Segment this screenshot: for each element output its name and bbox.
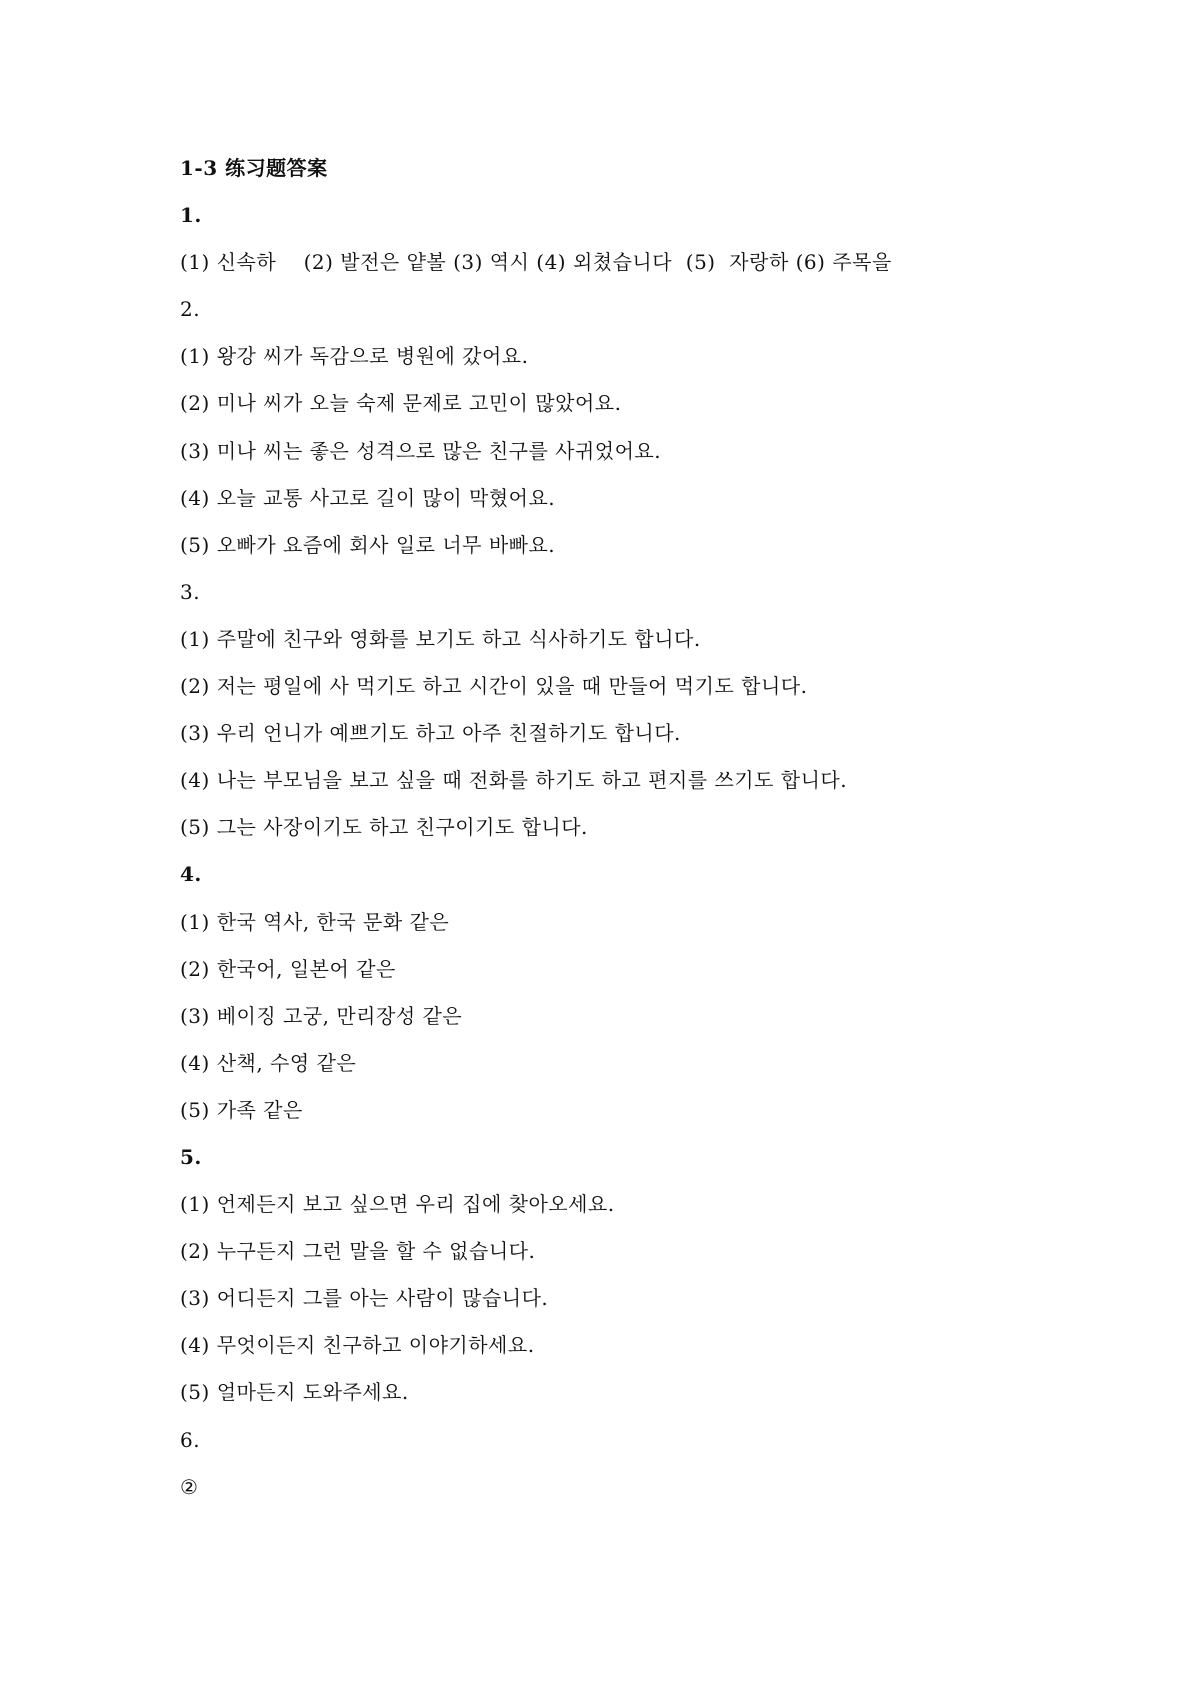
answer-item: (1) 언제든지 보고 싶으면 우리 집에 찾아오세요. xyxy=(180,1192,615,1217)
answer-item: (5) 얼마든지 도와주세요. xyxy=(180,1380,409,1405)
answer-item: (2) 한국어, 일본어 같은 xyxy=(180,956,396,981)
section-number: 5. xyxy=(180,1144,202,1169)
section-number: 4. xyxy=(180,862,202,887)
answer-item: (4) 무엇이든지 친구하고 이야기하세요. xyxy=(180,1333,535,1358)
answer-item: (5) 가족 같은 xyxy=(180,1097,303,1122)
page-title: 1-3 练习题答案 xyxy=(180,156,328,180)
sections-container xyxy=(180,197,1080,1516)
answer-item: (4) 산책, 수영 같은 xyxy=(180,1050,357,1075)
answer-item: (1) 왕강 씨가 독감으로 병원에 갔어요. xyxy=(180,344,529,369)
answer-item: (4) 나는 부모님을 보고 싶을 때 전화를 하기도 하고 편지를 쓰기도 합니다. xyxy=(180,768,848,793)
answer-item: (1) 신속하 (2) 발전은 얕볼 (3) 역시 (4) 외쳤습니다 (5) 자랑하 (6) 주목을 xyxy=(180,250,892,275)
answer-item: (2) 누구든지 그런 말을 할 수 없습니다. xyxy=(180,1239,536,1264)
answer-item: (2) 미나 씨가 오늘 숙제 문제로 고민이 많았어요. xyxy=(180,391,622,416)
answer-item: (1) 한국 역사, 한국 문화 같은 xyxy=(180,909,450,934)
section-number: 2. xyxy=(180,297,201,322)
answer-item: (5) 그는 사장이기도 하고 친구이기도 합니다. xyxy=(180,815,588,840)
answer-item: (3) 미나 씨는 좋은 성격으로 많은 친구를 사귀었어요. xyxy=(180,438,662,463)
section-number: 6. xyxy=(180,1427,201,1452)
answer-sheet xyxy=(180,150,1080,1516)
section-number: 1. xyxy=(180,203,202,228)
answer-item: (3) 베이징 고궁, 만리장성 같은 xyxy=(180,1003,463,1028)
answer-item: (5) 오빠가 요즘에 회사 일로 너무 바빠요. xyxy=(180,532,556,557)
answer-item: (2) 저는 평일에 사 먹기도 하고 시간이 있을 때 만들어 먹기도 합니다. xyxy=(180,674,808,699)
answer-item: (1) 주말에 친구와 영화를 보기도 하고 식사하기도 합니다. xyxy=(180,626,701,651)
answer-item: ② xyxy=(180,1474,199,1499)
answer-item: (3) 어디든지 그를 아는 사람이 많습니다. xyxy=(180,1286,549,1311)
section-number: 3. xyxy=(180,579,201,604)
answer-item: (4) 오늘 교통 사고로 길이 많이 막혔어요. xyxy=(180,485,556,510)
answer-item: (3) 우리 언니가 예쁘기도 하고 아주 친절하기도 합니다. xyxy=(180,721,681,746)
